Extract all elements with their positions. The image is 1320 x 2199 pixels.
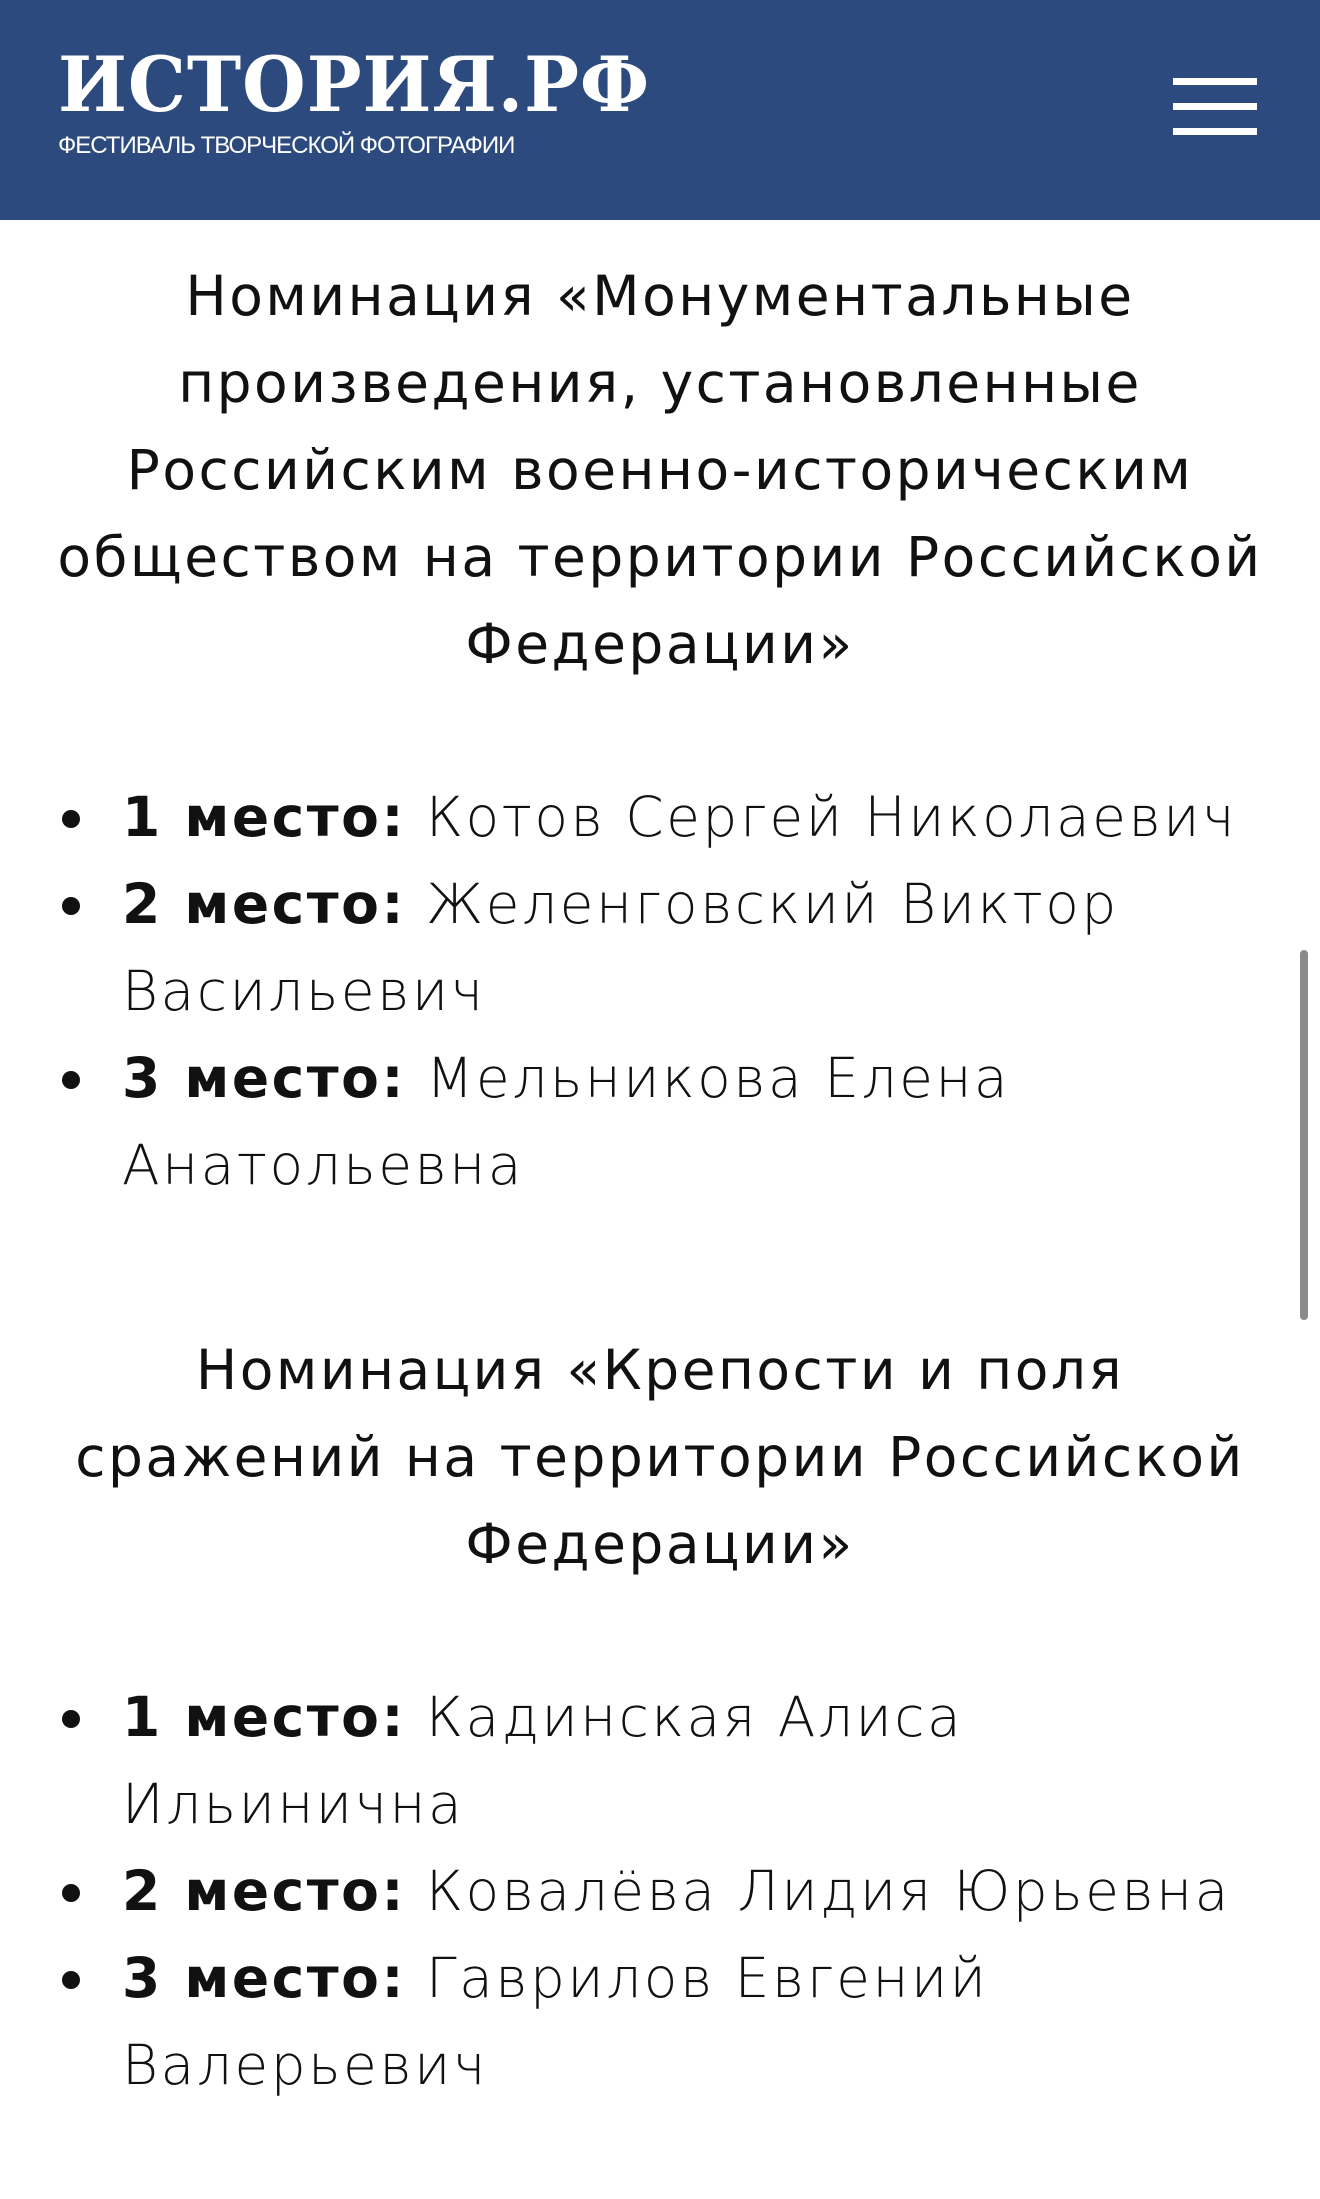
winner-name: Котов Сергей Николаевич: [425, 785, 1237, 849]
winner-place: 3 место: [122, 1046, 382, 1110]
winner-item: [0, 1035, 1320, 1209]
bullet: [62, 810, 80, 828]
place-colon: :: [381, 785, 406, 849]
place-colon: :: [381, 872, 406, 936]
bullet: [62, 1710, 80, 1728]
site-logo[interactable]: [58, 42, 675, 160]
nomination-title: Номинация «Крепости и поля сражений на территории Российской Федерации»: [75, 1338, 1245, 1576]
bullet: [62, 1071, 80, 1089]
winner-place: 1 место: [122, 785, 382, 849]
winners-list: [0, 1674, 1320, 2109]
winner-name: Ковалёва Лидия Юрьевна: [425, 1859, 1231, 1923]
nomination-title: Номинация «Монументальные произведения, установленные Российским военно-историческим обществом на территории Российской Федерации»: [57, 264, 1263, 676]
winner-place: 2 место: [122, 1859, 382, 1923]
place-colon: :: [381, 1946, 406, 2010]
winner-name: Мельникова Елена Анатольевна: [122, 1046, 1011, 1197]
winner-name: Кадинская Алиса Ильинична: [122, 1685, 964, 1836]
winner-item: [0, 1848, 1320, 1935]
winner-item: [0, 1935, 1320, 2109]
winner-name: Желенговский Виктор Васильевич: [122, 872, 1119, 1023]
menu-line: [1173, 78, 1257, 85]
winner-item: [0, 1674, 1320, 1848]
logo-subtitle: ФЕСТИВАЛЬ ТВОРЧЕСКОЙ ФОТОГРАФИИ: [58, 132, 515, 159]
bullet: [62, 897, 80, 915]
hamburger-menu-icon[interactable]: [1173, 78, 1261, 134]
winner-item: [0, 861, 1320, 1035]
place-colon: :: [381, 1046, 406, 1110]
bullet: [62, 1884, 80, 1902]
site-header: [0, 0, 1320, 220]
winner-item: [0, 774, 1320, 861]
logo-title: ИСТОРИЯ.РФ: [58, 40, 651, 129]
winner-place: 1 место: [122, 1685, 382, 1749]
bullet: [62, 1971, 80, 1989]
winners-list: [0, 774, 1320, 1209]
scrollbar[interactable]: [1300, 950, 1308, 1320]
winner-place: 3 место: [122, 1946, 382, 2010]
menu-line: [1173, 128, 1257, 135]
winner-place: 2 место: [122, 872, 382, 936]
place-colon: :: [381, 1859, 406, 1923]
place-colon: :: [381, 1685, 406, 1749]
menu-line: [1173, 103, 1257, 110]
winner-name: Гаврилов Евгений Валерьевич: [122, 1946, 989, 2097]
